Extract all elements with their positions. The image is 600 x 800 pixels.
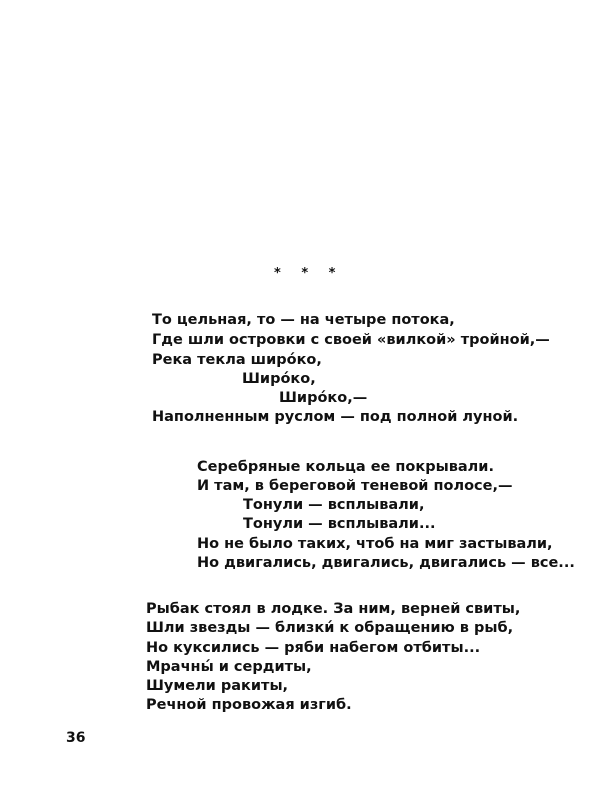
poem-line: Серебряные кольца ее покрывали. bbox=[197, 459, 494, 475]
poem-line: Рыбак стоял в лодке. За ним, верней свиты, bbox=[146, 601, 521, 617]
poem-line: Шли звезды — близки́ к обращению в рыб, bbox=[146, 620, 514, 636]
section-break-asterisks: * * * bbox=[274, 266, 344, 281]
poem-line: Шумели ракиты, bbox=[146, 678, 289, 694]
poem-line: Тонули — всплывали... bbox=[243, 516, 436, 532]
page-number: 36 bbox=[66, 730, 86, 746]
poem-line: То цельная, то — на четыре потока, bbox=[152, 312, 455, 328]
poem-line: Широ́ко, bbox=[242, 371, 316, 387]
poem-line: Наполненным руслом — под полной луной. bbox=[152, 409, 519, 425]
poem-line: Мрачны́ и сердиты, bbox=[146, 659, 312, 675]
poem-line: И там, в береговой теневой полосе,— bbox=[197, 478, 513, 494]
poem-line: Но не было таких, чтоб на миг застывали, bbox=[197, 536, 553, 552]
poem-line: Где шли островки с своей «вилкой» тройной,— bbox=[152, 332, 550, 348]
poem-line: Речной провожая изгиб. bbox=[146, 697, 352, 713]
poem-line: Тонули — всплывали, bbox=[243, 497, 425, 513]
poem-line: Но куксились — ряби набегом отбиты... bbox=[146, 640, 481, 656]
poem-line: Но двигались, двигались, двигались — все... bbox=[197, 555, 575, 571]
poem-line: Широ́ко,— bbox=[279, 390, 368, 406]
poem-line: Река текла широ́ко, bbox=[152, 352, 322, 368]
